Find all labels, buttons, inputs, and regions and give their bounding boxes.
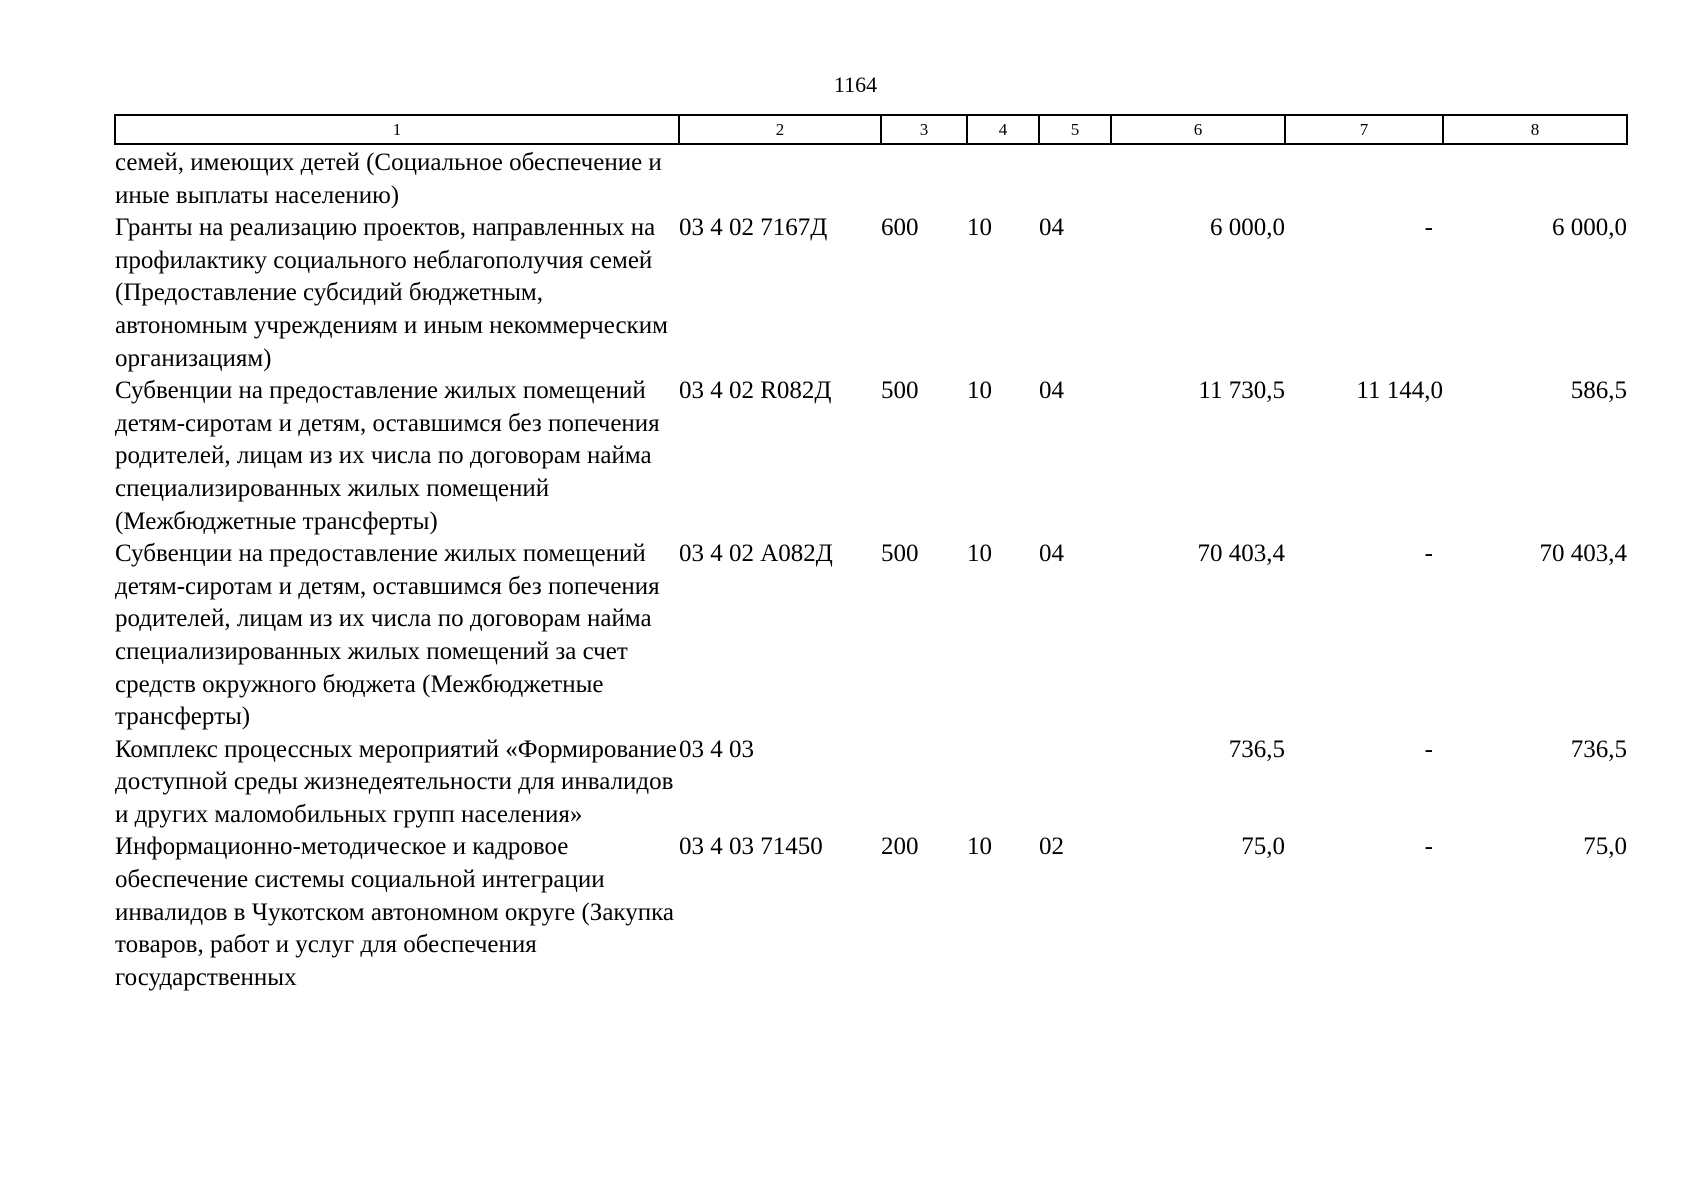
row-regional: 6 000,0 — [1552, 214, 1627, 242]
row-code: 03 4 02 R082Д — [679, 377, 832, 405]
row-regional: 75,0 — [1583, 833, 1627, 861]
row-federal: - — [1424, 214, 1433, 242]
table-row — [115, 831, 1627, 994]
table-header — [115, 115, 1627, 144]
row-name: Информационно-методическое и кадровое обеспечение системы социальной интеграции инвалидов в Чукотском автономном округе (Закупка товаров, работ и услуг для обеспечения государственных — [115, 833, 674, 991]
row-section: 10 — [967, 377, 992, 405]
row-section — [967, 144, 1039, 212]
row-federal — [1285, 144, 1443, 212]
row-name: Субвенции на предоставление жилых помещений детям-сиротам и детям, оставшимся без попечения родителей, лицам из их числа по договорам найма специализированных жилых помещений (Межбюджетные трансферты) — [115, 377, 660, 535]
row-code: 03 4 03 71450 — [679, 833, 823, 861]
row-code: 03 4 02 7167Д — [679, 214, 828, 242]
row-type: 600 — [881, 214, 919, 242]
row-subsection — [1039, 734, 1111, 832]
row-type: 500 — [881, 377, 919, 405]
column-header-1: 1 — [115, 115, 679, 144]
row-name: Субвенции на предоставление жилых помещений детям-сиротам и детям, оставшимся без попечения родителей, лицам из их числа по договорам найма специализированных жилых помещений за счет средств окружного бюджета (Межбюджетные трансферты) — [115, 540, 660, 731]
row-subsection: 04 — [1039, 214, 1064, 242]
row-name: Гранты на реализацию проектов, направленных на профилактику социального неблагополучия семей (Предоставление субсидий бюджетным, автономным учреждениям и иным некоммерческим организациям) — [115, 214, 668, 372]
row-subsection: 04 — [1039, 377, 1064, 405]
row-section — [967, 734, 1039, 832]
row-regional: 586,5 — [1570, 377, 1627, 405]
row-code — [679, 144, 881, 212]
row-federal: - — [1424, 833, 1433, 861]
table-body — [115, 144, 1627, 994]
table-row — [115, 734, 1627, 832]
row-federal: 11 144,0 — [1356, 377, 1443, 405]
row-code: 03 4 03 — [679, 735, 754, 763]
column-header-2: 2 — [679, 115, 881, 144]
column-header-5: 5 — [1039, 115, 1111, 144]
table-row — [115, 538, 1627, 734]
column-header-8: 8 — [1443, 115, 1627, 144]
row-federal: - — [1424, 735, 1433, 763]
column-header-4: 4 — [967, 115, 1039, 144]
row-subsection: 04 — [1039, 540, 1064, 568]
row-regional: 736,5 — [1570, 735, 1627, 763]
table-row — [115, 212, 1627, 375]
row-regional: 70 403,4 — [1539, 540, 1627, 568]
budget-table — [114, 114, 1628, 994]
row-code: 03 4 02 А082Д — [679, 540, 833, 568]
row-section: 10 — [967, 540, 992, 568]
column-header-6: 6 — [1111, 115, 1285, 144]
row-federal: - — [1424, 540, 1433, 568]
row-section: 10 — [967, 214, 992, 242]
row-total: 736,5 — [1228, 735, 1285, 763]
row-total: 70 403,4 — [1197, 540, 1285, 568]
table-row — [115, 144, 1627, 212]
row-total: 6 000,0 — [1210, 214, 1285, 242]
row-name: семей, имеющих детей (Социальное обеспечение и иные выплаты населению) — [115, 149, 662, 209]
row-total: 11 730,5 — [1198, 377, 1285, 405]
row-total: 75,0 — [1241, 833, 1285, 861]
table-row — [115, 375, 1627, 538]
row-type — [881, 144, 967, 212]
page-number: 1164 — [833, 72, 878, 97]
row-subsection: 02 — [1039, 833, 1064, 861]
row-type: 500 — [881, 540, 919, 568]
row-subsection — [1039, 144, 1111, 212]
row-name: Комплекс процессных мероприятий «Формирование доступной среды жизнедеятельности для инвалидов и других маломобильных групп населения» — [115, 735, 677, 828]
header-row — [115, 115, 1627, 144]
row-type — [881, 734, 967, 832]
row-regional — [1443, 144, 1627, 212]
row-type: 200 — [881, 833, 919, 861]
row-total — [1111, 144, 1285, 212]
row-section: 10 — [967, 833, 992, 861]
column-header-7: 7 — [1285, 115, 1443, 144]
column-header-3: 3 — [881, 115, 967, 144]
